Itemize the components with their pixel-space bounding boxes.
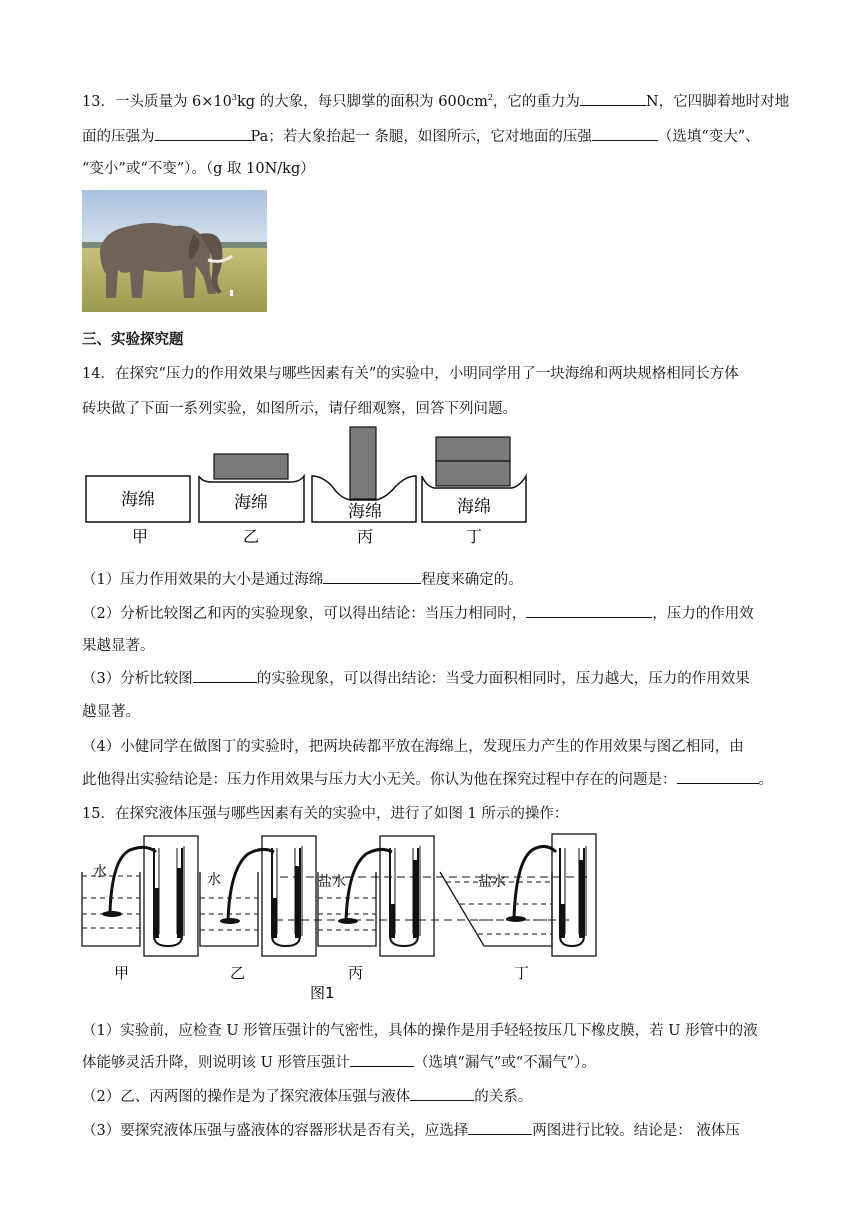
brick	[214, 454, 288, 479]
answer-blank[interactable]	[410, 1086, 474, 1101]
q13-text: kg 的大象，每只脚掌的面积为 600cm	[236, 94, 488, 110]
superscript: 2	[487, 93, 493, 103]
q14-part-4-cont	[82, 768, 773, 789]
q14-text: 此他得出实验结论是：压力作用效果与压力大小无关。你认为他在探究过程中存在的问题是：	[82, 772, 677, 788]
q15-text: （3）要探究液体压强与盛液体的容器形状是否有关，应选择	[82, 1123, 469, 1139]
q14-part-2-cont: 果越显著。	[82, 638, 155, 654]
q13-text: ，它的重力为	[492, 94, 580, 110]
q15-part-1: （1）实验前，应检查 U 形管压强计的气密性，具体的操作是用手轻轻按压几下橡皮膜，若 U 形管中的液	[82, 1023, 758, 1039]
sponge-label: 海绵	[457, 497, 491, 517]
figure-label-bing: 丙	[348, 964, 364, 982]
q14-part-3	[82, 667, 750, 688]
q14-line-2: 砖块做了下面一系列实验，如图所示，请仔细观察，回答下列问题。	[82, 401, 517, 417]
q13-line-1	[82, 90, 789, 111]
apparatus-yi	[200, 836, 316, 982]
q14-text: 程度来确定的。	[421, 572, 523, 588]
q15-text: 的关系。	[474, 1089, 533, 1105]
liquid-label: 水	[207, 872, 221, 888]
q14-text: （1）压力作用效果的大小是通过海绵	[82, 572, 324, 588]
q13-line-3: “变小”或“不变”）。（g 取 10N/kg）	[82, 161, 315, 177]
figure-label-yi: 乙	[230, 964, 246, 982]
answer-blank[interactable]	[155, 126, 251, 141]
q14-text: 。	[758, 772, 773, 788]
answer-blank[interactable]	[350, 1052, 414, 1067]
q15-line-1: 15．在探究液体压强与哪些因素有关的实验中，进行了如图 1 所示的操作：	[82, 806, 569, 822]
figure-label-yi: 乙	[242, 527, 260, 546]
sponge-label: 海绵	[348, 502, 382, 522]
answer-blank[interactable]	[468, 1120, 532, 1135]
figure-label-jia: 甲	[131, 527, 149, 546]
apparatus-ding	[440, 834, 596, 982]
apparatus-jia	[82, 836, 198, 982]
answer-blank[interactable]	[580, 91, 646, 106]
brick	[436, 437, 510, 461]
sponge-label: 海绵	[121, 490, 155, 510]
q13-line-2	[82, 125, 760, 146]
superscript: 3	[231, 93, 237, 103]
apparatus-bing	[318, 836, 434, 982]
answer-blank[interactable]	[592, 126, 658, 141]
brick	[350, 427, 376, 499]
q14-part-1	[82, 568, 523, 589]
q14-part-2	[82, 602, 754, 623]
sponge-experiment-figure	[84, 424, 534, 552]
liquid-label: 水	[93, 864, 107, 880]
answer-blank[interactable]	[323, 569, 421, 584]
answer-blank[interactable]	[677, 769, 759, 784]
figure-label-jia: 甲	[114, 964, 130, 982]
answer-blank[interactable]	[193, 668, 257, 683]
q13-text: Pa；若大象抬起一 条腿，如图所示，它对地面的压强	[250, 129, 592, 145]
q14-text: 的实验现象，可以得出结论：当受力面积相同时，压力越大，压力的作用效果	[256, 671, 750, 687]
q14-part-3-cont: 越显著。	[82, 704, 140, 720]
q14-text: （2）分析比较图乙和丙的实验现象，可以得出结论：当压力相同时，	[82, 606, 527, 622]
brick	[436, 461, 510, 486]
q14-text: ，压力的作用效	[652, 606, 754, 622]
q13-text: （选填“变大”、	[657, 129, 760, 145]
q14-text: （3）分析比较图	[82, 671, 193, 687]
q15-text: （选填“漏气”或“不漏气”）。	[413, 1055, 596, 1071]
liquid-label: 盐水	[318, 874, 346, 890]
figure-label-ding: 丁	[514, 964, 530, 982]
elephant-photo	[82, 190, 267, 312]
liquid-label: 盐水	[478, 874, 506, 890]
q15-text: 体能够灵活升降，则说明该 U 形管压强计	[82, 1055, 350, 1071]
sponge-label: 海绵	[234, 493, 268, 513]
q13-text: N，它四脚着地时对地	[645, 94, 790, 110]
figure-label-bing: 丙	[356, 527, 374, 546]
liquid-pressure-figure	[80, 828, 600, 1000]
answer-blank[interactable]	[526, 603, 652, 618]
q15-part-1-cont	[82, 1051, 596, 1072]
figure-label-ding: 丁	[465, 527, 483, 546]
figure-caption: 图1	[310, 984, 335, 1000]
section-heading: 三、实验探究题	[82, 332, 184, 348]
q13-text: 面的压强为	[82, 129, 155, 145]
q15-text: 两图进行比较。结论是： 液体压	[532, 1123, 740, 1139]
q14-line-1: 14．在探究“压力的作用效果与哪些因素有关”的实验中，小明同学用了一块海绵和两块规格相同长方体	[82, 366, 739, 382]
q15-part-3	[82, 1119, 740, 1140]
q14-part-4: （4）小健同学在做图丁的实验时，把两块砖都平放在海绵上，发现压力产生的作用效果与图乙相同，由	[82, 739, 744, 755]
q13-text: 13．一头质量为 6×10	[82, 94, 232, 110]
q15-part-2	[82, 1085, 532, 1106]
q15-text: （2）乙、丙两图的操作是为了探究液体压强与液体	[82, 1089, 411, 1105]
